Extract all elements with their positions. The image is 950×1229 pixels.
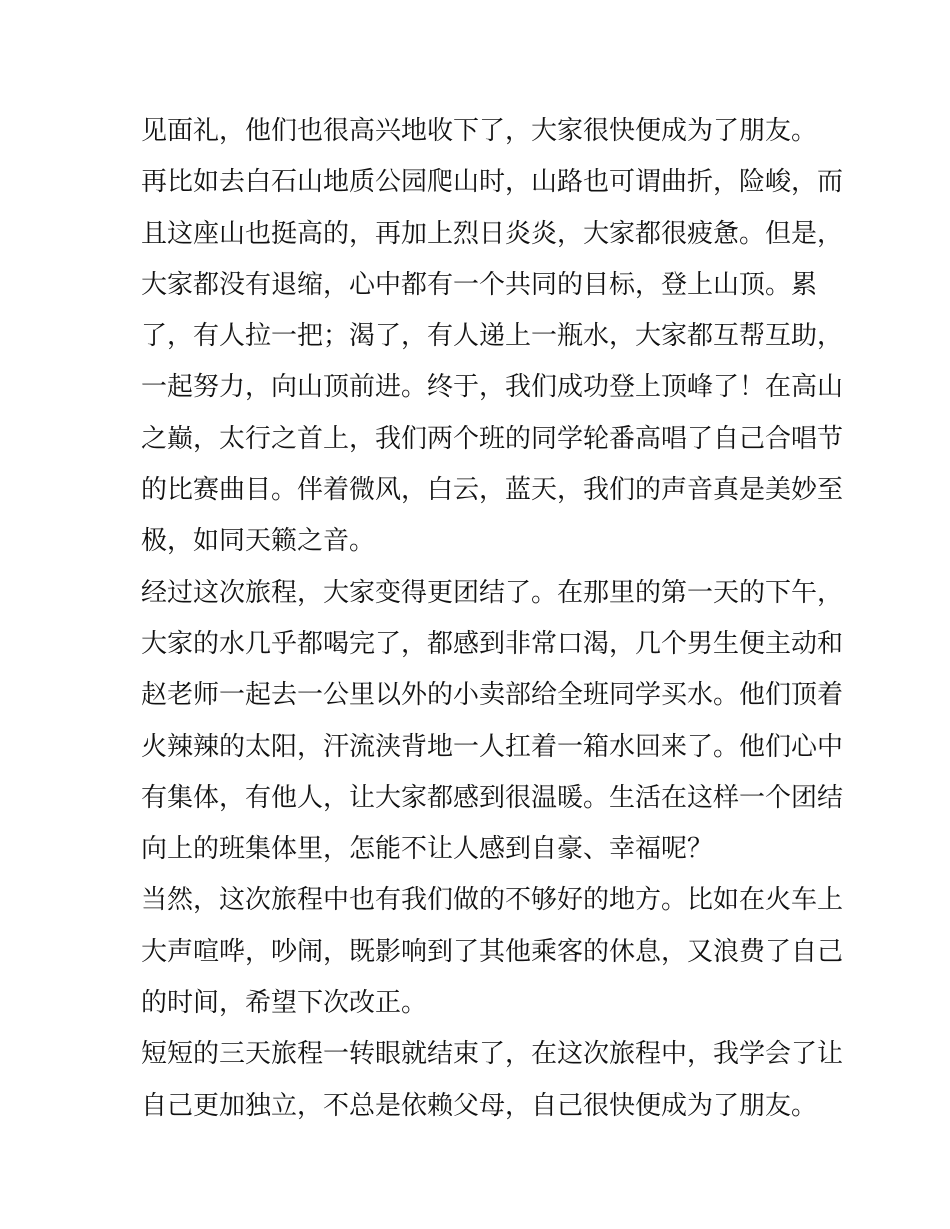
- text-line: 赵老师一起去一公里以外的小卖部给全班同学买水。他们顶着: [141, 680, 844, 711]
- text-line: 再比如去白石山地质公园爬山时，山路也可谓曲折，险峻，而: [141, 167, 844, 198]
- text-line: 当然，这次旅程中也有我们做的不够好的地方。比如在火车上: [141, 885, 844, 916]
- text-line: 有集体，有他人，让大家都感到很温暖。生活在这样一个团结: [141, 782, 844, 813]
- text-line: 的时间，希望下次改正。: [141, 988, 428, 1019]
- text-line: 了，有人拉一把；渴了，有人递上一瓶水，大家都互帮互助，: [141, 321, 844, 352]
- text-line: 向上的班集体里，怎能不让人感到自豪、幸福呢？: [141, 834, 714, 865]
- text-line: 短短的三天旅程一转眼就结束了，在这次旅程中，我学会了让: [141, 1039, 844, 1070]
- text-line: 之巅，太行之首上，我们两个班的同学轮番高唱了自己合唱节: [141, 423, 844, 454]
- text-line: 的比赛曲目。伴着微风，白云，蓝天，我们的声音真是美妙至: [141, 475, 844, 506]
- text-line: 自己更加独立，不总是依赖父母，自己很快便成为了朋友。: [141, 1090, 818, 1121]
- text-line: 一起努力，向山顶前进。终于，我们成功登上顶峰了！在高山: [141, 372, 844, 403]
- text-line: 见面礼，他们也很高兴地收下了，大家很快便成为了朋友。: [141, 116, 818, 146]
- text-line: 大声喧哗，吵闹，既影响到了其他乘客的休息，又浪费了自己: [141, 936, 844, 967]
- text-line: 大家的水几乎都喝完了，都感到非常口渴，几个男生便主动和: [141, 628, 844, 659]
- text-line: 极，如同天籁之音。: [141, 526, 376, 557]
- text-line: 且这座山也挺高的，再加上烈日炎炎，大家都很疲惫。但是，: [141, 218, 844, 249]
- text-line: 大家都没有退缩，心中都有一个共同的目标，登上山顶。累: [141, 269, 818, 300]
- text-line: 火辣辣的太阳，汗流浃背地一人扛着一箱水回来了。他们心中: [141, 731, 844, 762]
- text-line: 经过这次旅程，大家变得更团结了。在那里的第一天的下午，: [141, 577, 844, 608]
- document-body: [141, 106, 844, 1132]
